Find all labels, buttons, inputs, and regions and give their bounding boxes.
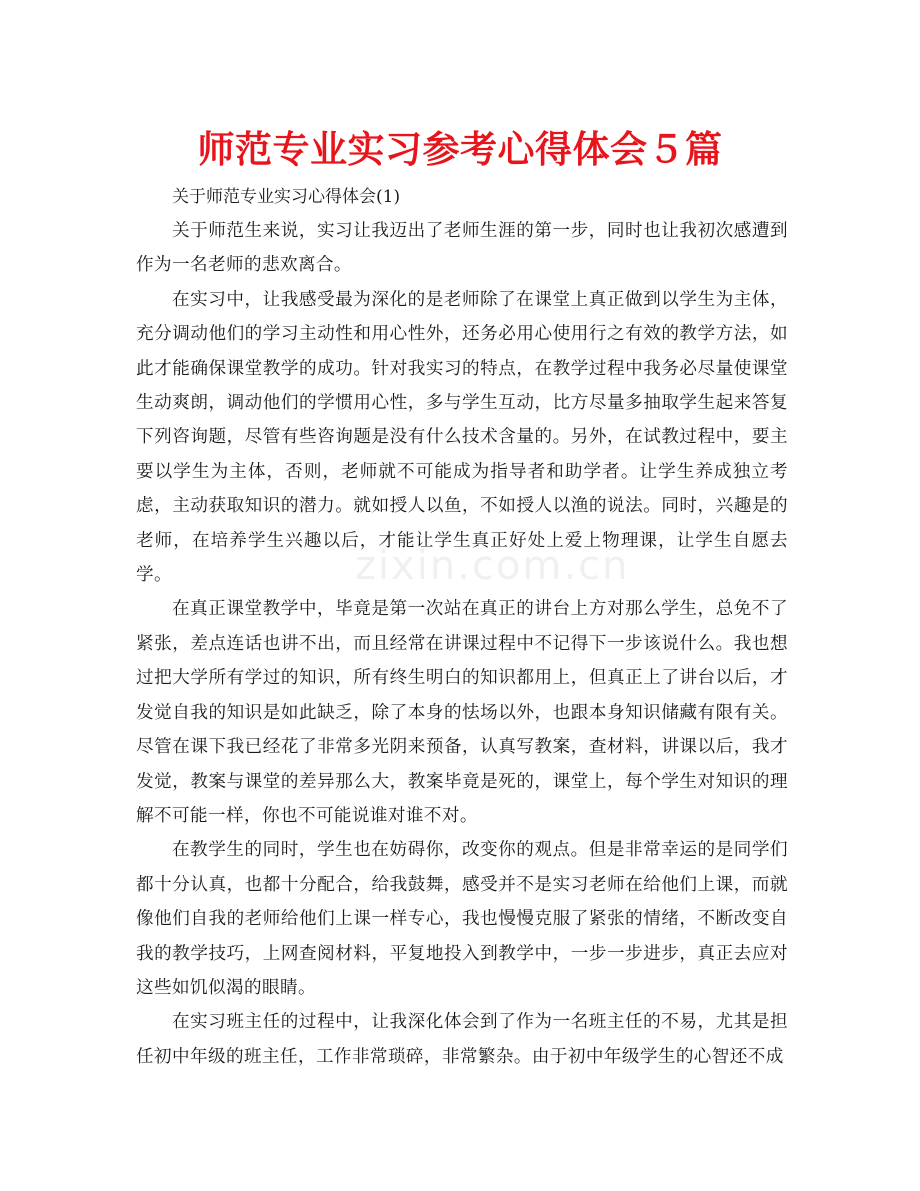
paragraph-1: 关于师范生来说，实习让我迈出了老师生涯的第一步，同时也让我初次感遭到作为一名老师的悲欢离合。 bbox=[136, 221, 788, 276]
watermark: zixin.com.cn bbox=[355, 543, 630, 589]
document-body bbox=[136, 180, 788, 1074]
section-subtitle: 关于师范专业实习心得体会(1) bbox=[172, 187, 401, 207]
paragraph-4: 在教学生的同时，学生也在妨碍你，改变你的观点。但是非常幸运的是同学们都十分认真，也都十分配合，给我鼓舞，感受并不是实习老师在给他们上课，而就像他们自我的老师给他们上课一样专心，我也慢慢克服了紧张的情绪，不断改变自我的教学技巧，上网查阅材料，平复地投入到教学中，一步一步进步，真正去应对这些如饥似渴的眼睛。 bbox=[136, 840, 788, 998]
paragraph-3: 在真正课堂教学中，毕竟是第一次站在真正的讲台上方对那么学生，总免不了紧张，差点连话也讲不出，而且经常在讲课过程中不记得下一步该说什么。我也想过把大学所有学过的知识，所有终生明白的知识都用上，但真正上了讲台以后，才发觉自我的知识是如此缺乏，除了本身的怯场以外，也跟本身知识储藏有限有关。尽管在课下我已经花了非常多光阴来预备，认真写教案，查材料，讲课以后，我才发觉，教案与课堂的差异那么大，教案毕竟是死的，课堂上，每个学生对知识的理解不可能一样，你也不可能说谁对谁不对。 bbox=[136, 599, 788, 826]
page-title: 师范专业实习参考心得体会５篇 bbox=[197, 128, 723, 171]
paragraph-2: 在实习中，让我感受最为深化的是老师除了在课堂上真正做到以学生为主体，充分调动他们的学习主动性和用心性外，还务必用心使用行之有效的教学方法，如此才能确保课堂教学的成功。针对我实习的特点，在教学过程中我务必尽量使课堂生动爽朗，调动他们的学惯用心性，多与学生互动，比方尽量多抽取学生起来答复下列咨询题，尽管有些咨询题是没有什么技术含量的。另外，在试教过程中，要主要以学生为主体，否则，老师就不可能成为指导者和助学者。让学生养成独立考虑，主动获取知识的潜力。就如授人以鱼，不如授人以渔的说法。同时，兴趣是的老师，在培养学生兴趣以后，才能让学生真正好处上爱上物理课，让学生自愿去学。 bbox=[136, 289, 788, 586]
paragraph-5: 在实习班主任的过程中，让我深化体会到了作为一名班主任的不易，尤其是担任初中年级的班主任，工作非常琐碎，非常繁杂。由于初中年级学生的心智还不成 bbox=[136, 1012, 788, 1067]
